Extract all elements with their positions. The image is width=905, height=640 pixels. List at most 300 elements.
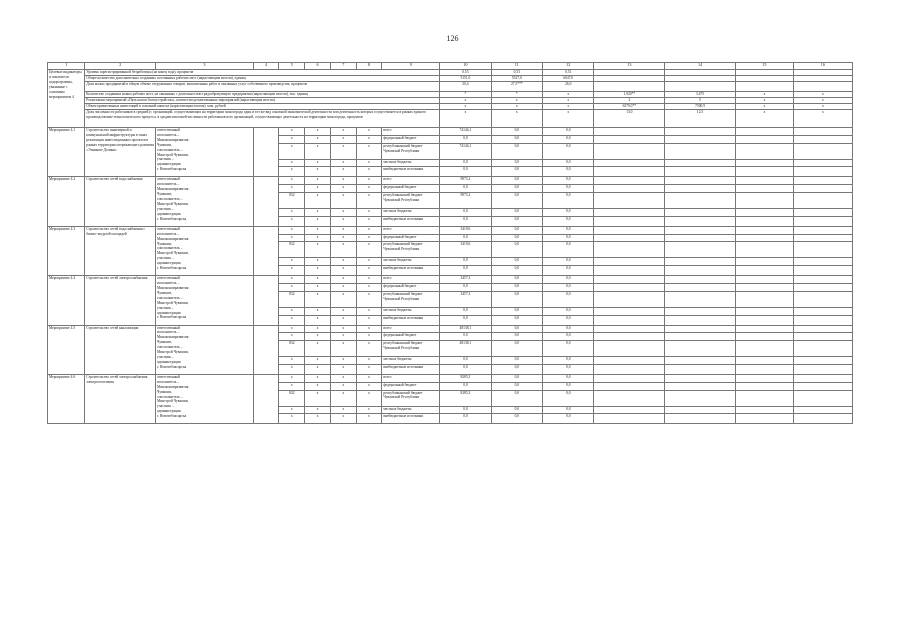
indicator-value: 12,5 (665, 110, 736, 128)
responsible-line: участник – (157, 206, 174, 211)
funding-value: 48138,1 (440, 325, 491, 333)
responsible-line: администрация (157, 409, 181, 414)
indicator-value: х (793, 92, 852, 98)
funding-value: 0,0 (491, 128, 542, 136)
empty-cell (594, 315, 665, 325)
indicator-text: Уровень зарегистрированной безработицы (на конец года), процентов (85, 70, 440, 76)
empty-cell (665, 357, 736, 365)
budget-code: х (356, 208, 382, 216)
budget-code: х (356, 143, 382, 159)
budget-code: х (356, 364, 382, 374)
budget-code: х (356, 128, 382, 136)
funding-value: 0,0 (543, 283, 594, 291)
empty-cell (793, 390, 852, 406)
responsible-line: Минэкономразвития (157, 335, 189, 340)
responsible-line: администрация (157, 162, 181, 167)
budget-code: х (305, 390, 331, 406)
budget-code: х (305, 364, 331, 374)
budget-code: х (330, 291, 356, 307)
funding-source: внебюджетные источники (382, 364, 440, 374)
responsible-line: участник – (157, 256, 174, 261)
budget-code: х (356, 291, 382, 307)
funding-value: 0,0 (440, 357, 491, 365)
empty-cell (594, 390, 665, 406)
budget-code: х (330, 167, 356, 177)
empty-cell (665, 341, 736, 357)
responsible-executor (156, 276, 254, 325)
empty-cell (594, 208, 665, 216)
funding-source: республиканский бюджет Чувашской Республики (382, 242, 440, 258)
indicator-value: х (440, 110, 491, 128)
indicator-value: х (735, 92, 793, 98)
funding-source: федеральный бюджет (382, 382, 440, 390)
empty-cell (665, 283, 736, 291)
funding-value: 48138,1 (440, 341, 491, 357)
budget-code: х (330, 341, 356, 357)
empty-cell (665, 216, 736, 226)
budget-code: х (356, 234, 382, 242)
budget-code: х (305, 341, 331, 357)
empty-cell (735, 374, 793, 382)
budget-code: х (356, 167, 382, 177)
funding-value: 0,0 (543, 382, 594, 390)
budget-code: х (356, 226, 382, 234)
responsible-line: ответственный (157, 325, 180, 330)
empty-cell (594, 382, 665, 390)
measure-name: Строительство сетей канализации (85, 325, 156, 374)
col-header: 4 (253, 63, 279, 70)
funding-value: 0,0 (491, 414, 542, 424)
empty-cell (793, 226, 852, 234)
budget-code: х (330, 226, 356, 234)
funding-value: 3457,3 (440, 276, 491, 284)
indicator-value: 0,53 (440, 70, 491, 76)
responsible-line: администрация (157, 310, 181, 315)
budget-code: х (279, 364, 305, 374)
funding-value: 0,0 (543, 192, 594, 208)
empty-cell (793, 283, 852, 291)
empty-cell (594, 242, 665, 258)
responsible-executor (156, 374, 254, 423)
measure-id: Мероприятие 4.6 (48, 374, 85, 423)
responsible-line: соисполнитель – (157, 246, 183, 251)
indicator-value: 3,675 (665, 92, 736, 98)
funding-value: 0,0 (543, 266, 594, 276)
empty-cell (735, 382, 793, 390)
funding-source: республиканский бюджет Чувашской Республики (382, 341, 440, 357)
empty-cell (735, 390, 793, 406)
empty-cell (735, 143, 793, 159)
funding-value: 0,0 (491, 276, 542, 284)
budget-code: х (330, 315, 356, 325)
budget-code: х (279, 374, 305, 382)
measure-id: Мероприятие 4.3 (48, 226, 85, 275)
funding-value: 0,0 (440, 307, 491, 315)
funding-value: 3419,6 (440, 226, 491, 234)
budget-code: х (305, 167, 331, 177)
indicator-value: 7500,9 (665, 104, 736, 110)
page-number: 126 (446, 34, 459, 43)
col-header: 15 (735, 63, 793, 70)
funding-source: местные бюджеты (382, 258, 440, 266)
indicator-value: х (735, 98, 793, 104)
empty-cell (793, 143, 852, 159)
budget-code: х (330, 333, 356, 341)
indicator-value: 30,4 (440, 82, 491, 92)
measure-funding-row (48, 226, 853, 234)
budget-code: х (330, 414, 356, 424)
empty-cell (735, 192, 793, 208)
budget-code: х (330, 135, 356, 143)
funding-source: федеральный бюджет (382, 333, 440, 341)
empty-cell (253, 325, 279, 374)
funding-source: местные бюджеты (382, 406, 440, 414)
empty-cell (665, 382, 736, 390)
budget-code: х (356, 382, 382, 390)
empty-cell (665, 291, 736, 307)
indicator-value: 5151,0 (440, 76, 491, 82)
indicator-value (594, 82, 665, 92)
indicator-value: х (543, 110, 594, 128)
budget-code: х (305, 143, 331, 159)
funding-value: 3419,6 (440, 242, 491, 258)
empty-cell (594, 135, 665, 143)
funding-source: местные бюджеты (382, 357, 440, 365)
budget-code: х (330, 325, 356, 333)
empty-cell (793, 177, 852, 185)
indicator-value: х (491, 98, 542, 104)
responsible-line: исполнитель – (157, 330, 180, 335)
funding-source: всего (382, 128, 440, 136)
empty-cell (793, 258, 852, 266)
budget-code: х (330, 234, 356, 242)
empty-cell (594, 341, 665, 357)
empty-cell (793, 364, 852, 374)
funding-value: 0,0 (543, 167, 594, 177)
funding-value: 0,0 (491, 159, 542, 167)
budget-code: х (305, 307, 331, 315)
budget-code: х (305, 185, 331, 193)
responsible-line: ответственный (157, 374, 180, 379)
empty-cell (735, 177, 793, 185)
funding-value: 0,0 (543, 128, 594, 136)
budget-code: х (305, 242, 331, 258)
funding-source: всего (382, 177, 440, 185)
empty-cell (594, 374, 665, 382)
funding-value: 0,0 (440, 406, 491, 414)
responsible-line: Чувашии, (157, 241, 172, 246)
budget-code: х (279, 216, 305, 226)
budget-code: х (356, 185, 382, 193)
responsible-line: ответственный (157, 128, 180, 132)
empty-cell (594, 185, 665, 193)
budget-code: 832 (279, 390, 305, 406)
funding-value: 0,0 (543, 307, 594, 315)
budget-code: х (330, 390, 356, 406)
budget-code: х (305, 266, 331, 276)
indicator-text: Общее количество дополнительно созданных постоянных рабочих мест (нарастающим итогом), единиц (85, 76, 440, 82)
funding-value: 0,0 (491, 192, 542, 208)
budget-code: х (356, 414, 382, 424)
funding-value: 9875,2 (440, 177, 491, 185)
funding-value: 0,0 (440, 315, 491, 325)
funding-source: республиканский бюджет Чувашской Республики (382, 143, 440, 159)
responsible-line: г. Новочебоксарска (157, 414, 187, 419)
budget-code: х (279, 258, 305, 266)
responsible-line: Чувашии, (157, 290, 172, 295)
indicator-text: Количество созданных новых рабочих мест, не связанных с деятельностью градообразующего предприятия (нарастающим итогом), тыс. единиц (85, 92, 440, 98)
responsible-line: Минстрой Чувашии, (157, 300, 189, 305)
empty-cell (665, 266, 736, 276)
responsible-executor (156, 226, 254, 275)
responsible-line: Минэкономразвития (157, 285, 189, 290)
funding-value: 0,0 (543, 242, 594, 258)
empty-cell (665, 185, 736, 193)
budget-code: х (279, 406, 305, 414)
empty-cell (793, 307, 852, 315)
responsible-line: исполнитель – (157, 379, 180, 384)
budget-code: х (305, 374, 331, 382)
budget-code: х (279, 226, 305, 234)
budget-code: х (279, 333, 305, 341)
funding-source: республиканский бюджет Чувашской Республики (382, 192, 440, 208)
col-header: 8 (356, 63, 382, 70)
empty-cell (594, 258, 665, 266)
responsible-line: Чувашии, (157, 142, 172, 147)
responsible-line: ответственный (157, 226, 180, 231)
responsible-line: соисполнитель – (157, 295, 183, 300)
responsible-line: исполнитель – (157, 231, 180, 236)
funding-value: 0,0 (491, 143, 542, 159)
col-header: 10 (440, 63, 491, 70)
budget-code: х (356, 276, 382, 284)
budget-code: х (279, 234, 305, 242)
indicator-text: Объем привлеченных инвестиций в основной капитал (нарастающим итогом), млн. рублей (85, 104, 440, 110)
funding-value: 0,0 (543, 226, 594, 234)
empty-cell (594, 291, 665, 307)
empty-cell (735, 333, 793, 341)
budget-code: х (279, 143, 305, 159)
budget-code: х (305, 208, 331, 216)
funding-value: 0,0 (491, 374, 542, 382)
indicator-value: 26,0 (543, 82, 594, 92)
indicator-value: 5527,0 (491, 76, 542, 82)
responsible-line: соисполнитель – (157, 394, 183, 399)
budget-code: х (330, 143, 356, 159)
empty-cell (665, 307, 736, 315)
budget-code: х (356, 325, 382, 333)
responsible-line: г. Новочебоксарска (157, 216, 187, 221)
budget-code: х (330, 216, 356, 226)
indicator-value (793, 82, 852, 92)
funding-value: 0,0 (440, 208, 491, 216)
budget-code: х (279, 266, 305, 276)
col-header: 11 (491, 63, 542, 70)
indicator-text: Реализовано мероприятий «Пять шагов благоустройства», количество реализованных мероприятий (нарастающим итогом) (85, 98, 440, 104)
budget-code: х (305, 226, 331, 234)
indicator-value: х (543, 104, 594, 110)
responsible-line: соисполнитель – (157, 147, 183, 152)
funding-source: федеральный бюджет (382, 234, 440, 242)
empty-cell (735, 159, 793, 167)
funding-source: внебюджетные источники (382, 167, 440, 177)
indicator-value: х (793, 104, 852, 110)
empty-cell (735, 135, 793, 143)
empty-cell (594, 283, 665, 291)
indicator-value: 27,5*** (491, 82, 542, 92)
empty-cell (594, 216, 665, 226)
responsible-line: исполнитель – (157, 281, 180, 286)
empty-cell (793, 333, 852, 341)
funding-value: 0,0 (491, 291, 542, 307)
budget-code: х (305, 406, 331, 414)
col-header: 7 (330, 63, 356, 70)
indicator-text: Доля малых предприятий в общем объеме отгруженных товаров, выполненных работ и оказанных услуг собственного производства, процентов (85, 82, 440, 92)
empty-cell (735, 315, 793, 325)
budget-code: х (356, 374, 382, 382)
program-table (47, 62, 853, 424)
empty-cell (793, 242, 852, 258)
budget-code: х (330, 357, 356, 365)
budget-code: х (330, 242, 356, 258)
indicator-value: * (491, 92, 542, 98)
program-table-sheet (47, 62, 853, 594)
budget-code: х (330, 406, 356, 414)
budget-code: 832 (279, 291, 305, 307)
measure-id: Мероприятие 4.1 (48, 128, 85, 177)
budget-code: х (279, 159, 305, 167)
measure-funding-row (48, 276, 853, 284)
indicator-value: х (440, 104, 491, 110)
funding-source: всего (382, 276, 440, 284)
empty-cell (793, 382, 852, 390)
col-header: 2 (85, 63, 156, 70)
budget-code: х (305, 414, 331, 424)
budget-code: х (305, 216, 331, 226)
funding-value: 0,0 (491, 234, 542, 242)
budget-code: х (279, 382, 305, 390)
empty-cell (735, 414, 793, 424)
funding-value: 0,0 (440, 364, 491, 374)
funding-value: 0,0 (543, 208, 594, 216)
budget-code: х (279, 208, 305, 216)
funding-value: 0,0 (543, 159, 594, 167)
empty-cell (594, 143, 665, 159)
empty-cell (253, 374, 279, 423)
budget-code: х (330, 159, 356, 167)
indicator-value: 1,920** (594, 92, 665, 98)
empty-cell (594, 414, 665, 424)
empty-cell (665, 258, 736, 266)
empty-cell (793, 192, 852, 208)
budget-code: х (330, 177, 356, 185)
funding-value: 0,0 (543, 390, 594, 406)
empty-cell (665, 159, 736, 167)
empty-cell (735, 325, 793, 333)
funding-value: 0,0 (491, 341, 542, 357)
budget-code: 832 (279, 242, 305, 258)
measure-id: Мероприятие 4.4 (48, 276, 85, 325)
empty-cell (665, 234, 736, 242)
funding-value: 0,0 (440, 382, 491, 390)
empty-cell (665, 315, 736, 325)
funding-value: 0,0 (440, 159, 491, 167)
responsible-line: исполнитель – (157, 182, 180, 187)
indicator-value: х (543, 98, 594, 104)
funding-value: 0,0 (543, 291, 594, 307)
empty-cell (735, 276, 793, 284)
responsible-line: Минэкономразвития (157, 187, 189, 192)
budget-code: х (356, 283, 382, 291)
empty-cell (735, 234, 793, 242)
empty-cell (735, 307, 793, 315)
budget-code: х (356, 390, 382, 406)
responsible-line: г. Новочебоксарска (157, 266, 187, 271)
funding-value: 0,0 (543, 357, 594, 365)
responsible-line: ответственный (157, 276, 180, 281)
funding-value: 0,0 (543, 216, 594, 226)
empty-cell (253, 226, 279, 275)
empty-cell (665, 143, 736, 159)
responsible-line: г. Новочебоксарска (157, 315, 187, 320)
responsible-line: администрация (157, 211, 181, 216)
responsible-line: соисполнитель – (157, 345, 183, 350)
funding-source: внебюджетные источники (382, 414, 440, 424)
empty-cell (793, 357, 852, 365)
empty-cell (793, 406, 852, 414)
empty-cell (793, 414, 852, 424)
budget-code: х (305, 291, 331, 307)
indicator-value: х (491, 110, 542, 128)
empty-cell (735, 341, 793, 357)
empty-cell (594, 325, 665, 333)
indicators-label: Целевые индикаторы и показатели подпрограммы, увязанные с основным мероприятием 4 (48, 70, 85, 128)
budget-code: х (356, 177, 382, 185)
empty-cell (793, 325, 852, 333)
funding-value: 0,0 (491, 325, 542, 333)
funding-source: внебюджетные источники (382, 315, 440, 325)
funding-value: 0,0 (543, 143, 594, 159)
responsible-line: участник – (157, 305, 174, 310)
funding-value: 9875,2 (440, 192, 491, 208)
col-header: 14 (665, 63, 736, 70)
indicator-value: х (735, 110, 793, 128)
budget-code: х (279, 325, 305, 333)
funding-value: 0,0 (491, 242, 542, 258)
empty-cell (594, 307, 665, 315)
empty-cell (665, 364, 736, 374)
budget-code: х (356, 135, 382, 143)
funding-value: 0,0 (491, 333, 542, 341)
budget-code: х (330, 382, 356, 390)
indicator-row (48, 82, 853, 92)
col-header: 9 (382, 63, 440, 70)
empty-cell (665, 374, 736, 382)
funding-value: 0,0 (543, 276, 594, 284)
col-header: 3 (156, 63, 254, 70)
funding-value: 0,0 (440, 167, 491, 177)
empty-cell (735, 406, 793, 414)
indicator-value: 6047,0 (543, 76, 594, 82)
funding-value: 0,0 (491, 364, 542, 374)
responsible-line: участник – (157, 157, 174, 162)
responsible-line: Минэкономразвития (157, 137, 189, 142)
empty-cell (735, 208, 793, 216)
budget-code: х (279, 128, 305, 136)
col-header: 16 (793, 63, 852, 70)
measure-name: Строительство инженерной и коммунальной инфраструктуры в зонах реализации инвестиционных проектов в рамках территории опережающего развития «Этниково Долина» (85, 128, 156, 177)
responsible-line: Минстрой Чувашии, (157, 251, 189, 256)
